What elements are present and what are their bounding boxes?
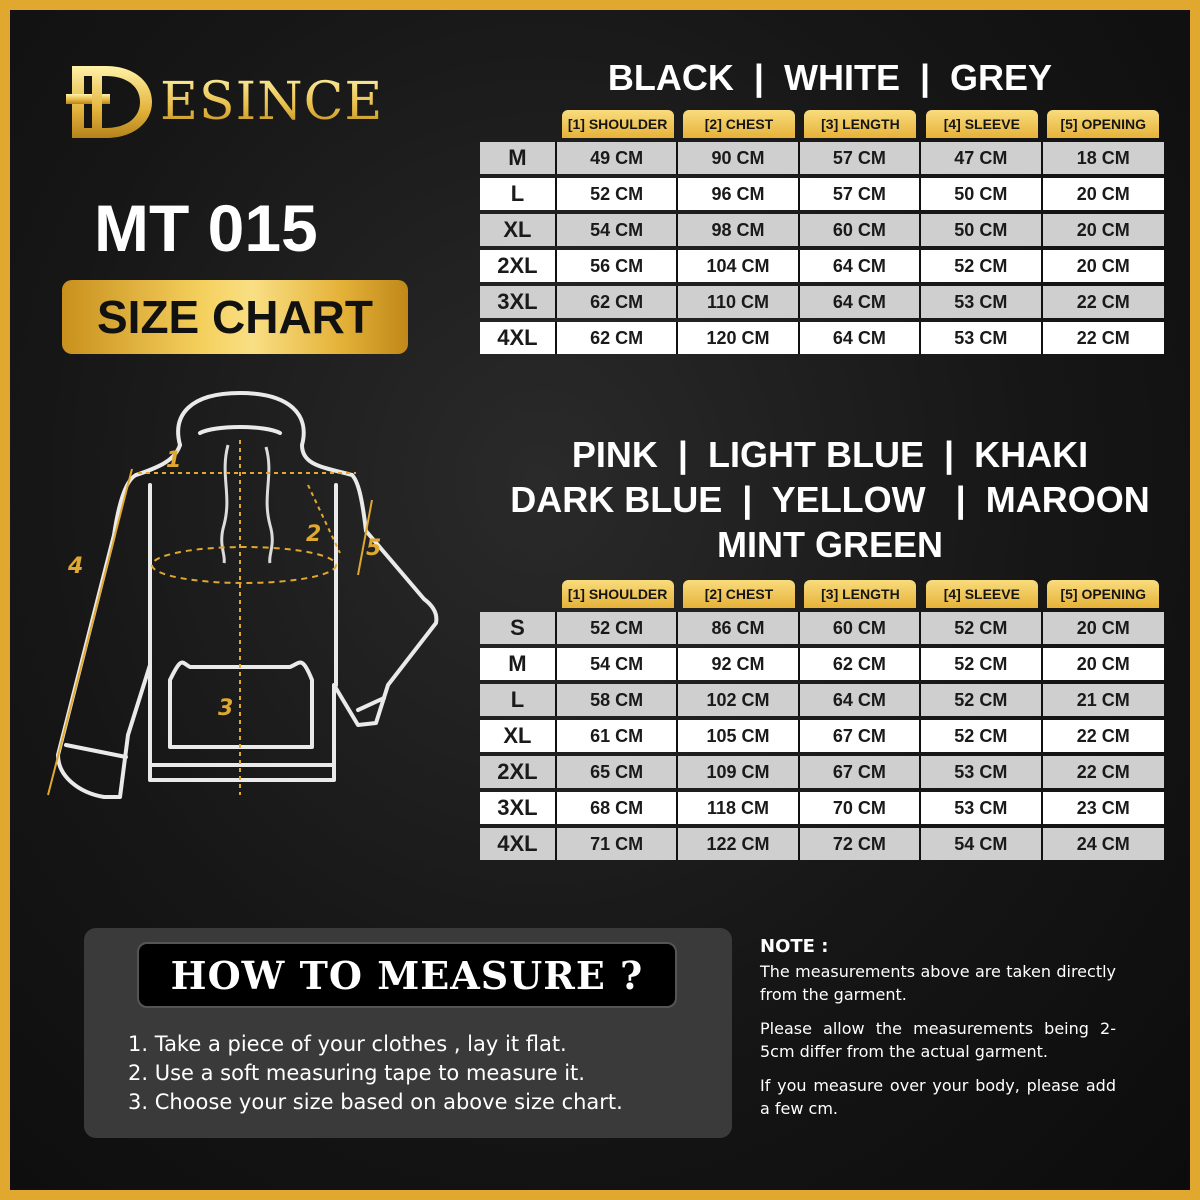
size-col-header — [480, 108, 557, 138]
table-row — [480, 286, 1164, 318]
table-row — [480, 214, 1164, 246]
header-shoulder: [1] SHOULDER — [562, 580, 674, 608]
brand-wordmark: ESINCE — [160, 72, 384, 132]
measure-label-2: 2 — [306, 522, 322, 547]
size-table-1 — [480, 104, 1164, 358]
size-table-2 — [480, 574, 1164, 864]
measurement-cell: 62 CM — [557, 322, 678, 354]
measurement-cell: 20 CM — [1043, 250, 1164, 282]
measurement-cell: 20 CM — [1043, 214, 1164, 246]
table-row — [480, 250, 1164, 282]
header-shoulder: [1] SHOULDER — [562, 110, 674, 138]
measurement-cell: 109 CM — [678, 756, 799, 788]
header-chest: [2] CHEST — [683, 580, 795, 608]
note-paragraph: Please allow the measurements being 2-5cm differ from the actual garment. — [760, 1019, 1116, 1061]
measurement-cell: 98 CM — [678, 214, 799, 246]
table-row — [480, 648, 1164, 680]
measurement-cell: 86 CM — [678, 612, 799, 644]
measurement-cell: 47 CM — [921, 142, 1042, 174]
measurement-cell: 50 CM — [921, 178, 1042, 210]
measurement-cell: 22 CM — [1043, 286, 1164, 318]
measurement-cell: 22 CM — [1043, 720, 1164, 752]
measurement-cell: 110 CM — [678, 286, 799, 318]
size-label: S — [480, 612, 557, 644]
measurement-cell: 67 CM — [800, 756, 921, 788]
size-label: L — [480, 178, 557, 210]
measurement-cell: 64 CM — [800, 684, 921, 716]
measurement-cell: 21 CM — [1043, 684, 1164, 716]
measurement-cell: 64 CM — [800, 286, 921, 318]
size-label: 4XL — [480, 828, 557, 860]
note-paragraph: The measurements above are taken directly from the garment. — [760, 962, 1116, 1004]
measurement-cell: 52 CM — [921, 684, 1042, 716]
measurement-cell: 18 CM — [1043, 142, 1164, 174]
measure-label-5: 5 — [366, 536, 382, 561]
measurement-cell: 68 CM — [557, 792, 678, 824]
size-label: 2XL — [480, 250, 557, 282]
size-label: M — [480, 142, 557, 174]
measurement-cell: 20 CM — [1043, 178, 1164, 210]
how-to-measure-title: HOW TO MEASURE ? — [137, 942, 677, 1008]
table-row — [480, 720, 1164, 752]
size-label: M — [480, 648, 557, 680]
measurement-cell: 61 CM — [557, 720, 678, 752]
measurement-cell: 23 CM — [1043, 792, 1164, 824]
measurement-cell: 71 CM — [557, 828, 678, 860]
size-label: 4XL — [480, 322, 557, 354]
color-group-title-1 — [480, 55, 1180, 100]
measure-label-3: 3 — [218, 696, 234, 721]
measurement-cell: 64 CM — [800, 322, 921, 354]
step-item: 3. Choose your size based on above size chart. — [128, 1090, 623, 1114]
measurement-cell: 53 CM — [921, 286, 1042, 318]
measurement-cell: 52 CM — [557, 612, 678, 644]
table-row — [480, 756, 1164, 788]
table-row — [480, 142, 1164, 174]
hoodie-diagram — [40, 385, 450, 805]
model-number: MT 015 — [94, 191, 318, 265]
measurement-cell: 22 CM — [1043, 322, 1164, 354]
measurement-cell: 54 CM — [557, 648, 678, 680]
table-row — [480, 828, 1164, 860]
size-label: 2XL — [480, 756, 557, 788]
table-row — [480, 792, 1164, 824]
size-label: XL — [480, 720, 557, 752]
measurement-cell: 102 CM — [678, 684, 799, 716]
measurement-cell: 52 CM — [921, 612, 1042, 644]
step-item: 2. Use a soft measuring tape to measure it. — [128, 1061, 585, 1085]
measurement-cell: 49 CM — [557, 142, 678, 174]
size-label: 3XL — [480, 286, 557, 318]
header-length: [3] LENGTH — [804, 580, 916, 608]
measurement-cell: 56 CM — [557, 250, 678, 282]
measurement-cell: 65 CM — [557, 756, 678, 788]
brand-logo — [66, 62, 416, 142]
measurement-cell: 50 CM — [921, 214, 1042, 246]
header-sleeve: [4] SLEEVE — [926, 110, 1038, 138]
measurement-cell: 57 CM — [800, 178, 921, 210]
size-chart-badge: SIZE CHART — [62, 280, 408, 354]
measurement-cell: 54 CM — [921, 828, 1042, 860]
step-item: 1. Take a piece of your clothes , lay it flat. — [128, 1032, 567, 1056]
size-label: XL — [480, 214, 557, 246]
measure-label-1: 1 — [166, 448, 182, 473]
color-group-title-2 — [480, 432, 1180, 567]
measurement-cell: 53 CM — [921, 792, 1042, 824]
measurement-cell: 57 CM — [800, 142, 921, 174]
header-length: [3] LENGTH — [804, 110, 916, 138]
d-logo-mark-icon — [66, 62, 156, 142]
table-row — [480, 322, 1164, 354]
header-sleeve: [4] SLEEVE — [926, 580, 1038, 608]
measurement-cell: 64 CM — [800, 250, 921, 282]
size-col-header — [480, 578, 557, 608]
measurement-cell: 118 CM — [678, 792, 799, 824]
measurement-cell: 120 CM — [678, 322, 799, 354]
color-group-title-line: BLACK | WHITE | GREY — [607, 57, 1053, 98]
measurement-cell: 122 CM — [678, 828, 799, 860]
note-title: NOTE : — [760, 936, 829, 957]
measurement-cell: 54 CM — [557, 214, 678, 246]
measurement-cell: 52 CM — [921, 250, 1042, 282]
how-to-measure-steps — [128, 1030, 718, 1117]
measurement-cell: 90 CM — [678, 142, 799, 174]
table-row — [480, 612, 1164, 644]
measurement-cell: 96 CM — [678, 178, 799, 210]
header-opening: [5] OPENING — [1047, 580, 1159, 608]
measurement-cell: 53 CM — [921, 756, 1042, 788]
note-section — [760, 935, 1116, 1131]
header-opening: [5] OPENING — [1047, 110, 1159, 138]
measurement-cell: 62 CM — [800, 648, 921, 680]
header-chest: [2] CHEST — [683, 110, 795, 138]
measurement-cell: 22 CM — [1043, 756, 1164, 788]
measurement-cell: 52 CM — [921, 648, 1042, 680]
table-row — [480, 684, 1164, 716]
color-group-title-line: PINK | LIGHT BLUE | KHAKI — [571, 434, 1089, 475]
note-paragraph: If you measure over your body, please add a few cm. — [760, 1076, 1116, 1118]
size-label: L — [480, 684, 557, 716]
measurement-cell: 62 CM — [557, 286, 678, 318]
measurement-cell: 70 CM — [800, 792, 921, 824]
color-group-title-line: DARK BLUE | YELLOW | MAROON — [510, 479, 1150, 520]
measurement-cell: 60 CM — [800, 612, 921, 644]
measurement-cell: 20 CM — [1043, 612, 1164, 644]
measurement-cell: 20 CM — [1043, 648, 1164, 680]
measurement-cell: 24 CM — [1043, 828, 1164, 860]
measurement-cell: 92 CM — [678, 648, 799, 680]
table-row — [480, 178, 1164, 210]
color-group-title-line: MINT GREEN — [716, 524, 943, 565]
measurement-cell: 58 CM — [557, 684, 678, 716]
measurement-cell: 67 CM — [800, 720, 921, 752]
measurement-cell: 72 CM — [800, 828, 921, 860]
measurement-cell: 60 CM — [800, 214, 921, 246]
measure-label-4: 4 — [68, 554, 84, 579]
measurement-cell: 105 CM — [678, 720, 799, 752]
measurement-cell: 52 CM — [921, 720, 1042, 752]
measurement-cell: 104 CM — [678, 250, 799, 282]
size-label: 3XL — [480, 792, 557, 824]
measurement-cell: 52 CM — [557, 178, 678, 210]
measurement-cell: 53 CM — [921, 322, 1042, 354]
